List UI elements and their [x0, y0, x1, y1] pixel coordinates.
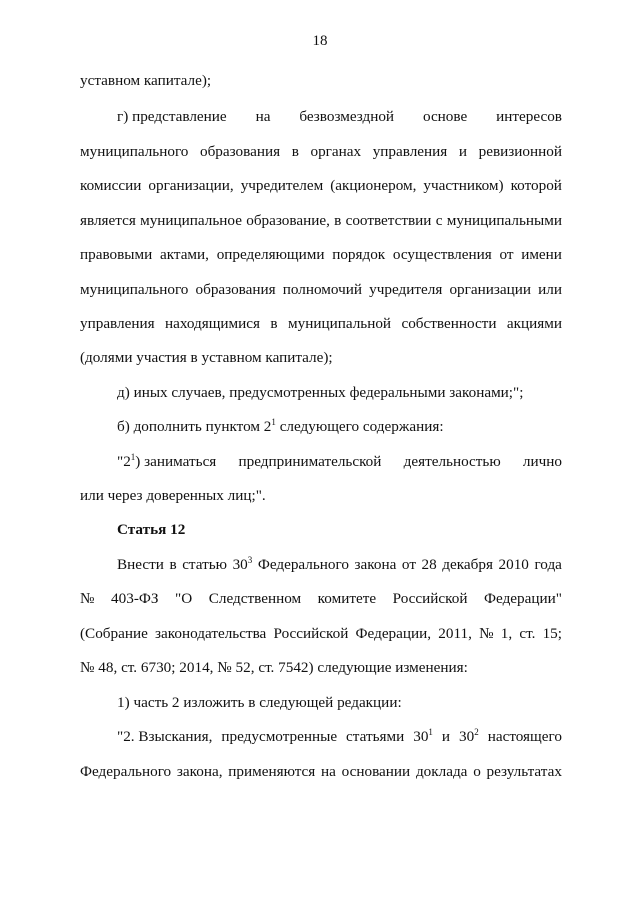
word: (акционером,: [330, 177, 417, 194]
text-line: [80, 143, 562, 161]
word: интересов: [496, 108, 562, 125]
superscript: 1: [428, 727, 433, 737]
text-fragment: следующего содержания:: [275, 418, 444, 435]
word: закона: [354, 556, 397, 573]
word: применяются: [228, 763, 316, 780]
word: участником): [423, 177, 504, 194]
text-fragment: 30: [459, 728, 475, 745]
word: актами,: [159, 246, 209, 263]
text-line: [117, 108, 562, 126]
text-line: [117, 556, 562, 574]
word: ревизионной: [478, 143, 562, 160]
word: на: [321, 763, 336, 780]
text-fragment: 30: [413, 728, 429, 745]
text-fragment: 30: [232, 556, 248, 573]
word: полномочий: [282, 281, 363, 298]
word: на: [255, 108, 271, 125]
word: правовыми: [80, 246, 153, 263]
word: ст.: [519, 625, 536, 642]
word: учредителя: [369, 281, 443, 298]
text-line: [80, 763, 562, 781]
word: в: [291, 143, 299, 160]
word: "О: [175, 590, 193, 607]
word: образование,: [246, 212, 330, 229]
word: Федерального: [80, 763, 172, 780]
word: или: [538, 281, 562, 298]
word: результатах: [486, 763, 562, 780]
word: учредителем: [240, 177, 324, 194]
word: муниципального: [80, 281, 189, 298]
article-heading: Статья 12: [117, 521, 186, 538]
word: "2. Взыскания,: [117, 728, 213, 745]
word: [117, 453, 216, 471]
word: и: [458, 143, 468, 160]
word: Российской: [392, 590, 468, 607]
word: предпринимательской: [238, 453, 382, 470]
word: декабря: [442, 556, 493, 573]
word: органах: [310, 143, 362, 160]
text-line: [80, 177, 562, 195]
text-line: 1) часть 2 изложить в следующей редакции:: [117, 694, 402, 711]
word: образования: [199, 143, 281, 160]
word: 28: [421, 556, 437, 573]
word: деятельностью: [403, 453, 501, 470]
word: комитете: [317, 590, 377, 607]
text-line: [80, 281, 562, 299]
word: в: [169, 556, 177, 573]
word: организации,: [148, 177, 234, 194]
word: управления: [372, 143, 448, 160]
word: осуществления: [392, 246, 492, 263]
word: и: [441, 728, 451, 745]
word: организации: [449, 281, 531, 298]
word: 15;: [542, 625, 562, 642]
word: №: [80, 590, 95, 607]
text-line: д) иных случаев, предусмотренных федеральными законами;";: [117, 384, 524, 401]
word: 2010: [498, 556, 529, 573]
text-line: [80, 212, 562, 230]
superscript: 2: [474, 727, 479, 737]
word: является: [80, 212, 136, 229]
word: от: [499, 246, 514, 263]
word: о: [473, 763, 481, 780]
word: в: [270, 315, 278, 332]
text-line: [80, 625, 562, 643]
word: Следственном: [208, 590, 302, 607]
word: Российской: [273, 625, 349, 642]
text-fragment: "2: [117, 453, 131, 470]
word: закона,: [176, 763, 223, 780]
word: муниципальное: [140, 212, 242, 229]
word: имени: [521, 246, 562, 263]
word: Федерации,: [355, 625, 432, 642]
text-line: [117, 728, 562, 746]
word: законодательства: [155, 625, 267, 642]
word: доклада: [415, 763, 468, 780]
text-line: [117, 418, 562, 436]
text-line: или через доверенных лиц;".: [80, 487, 266, 504]
word: управления: [80, 315, 155, 332]
text-line: [80, 315, 562, 333]
word: порядок: [332, 246, 386, 263]
text-line: (долями участия в уставном капитале);: [80, 349, 333, 366]
word: которой: [510, 177, 562, 194]
word: [413, 728, 433, 746]
word: Внести: [117, 556, 164, 573]
word: предусмотренные: [221, 728, 338, 745]
word: г) представление: [117, 108, 227, 125]
word: акциями: [506, 315, 562, 332]
word: образования: [195, 281, 276, 298]
word: [459, 728, 479, 746]
page-number: 18: [312, 33, 328, 49]
word: муниципального: [80, 143, 189, 160]
word: года: [534, 556, 562, 573]
word: 2011,: [438, 625, 472, 642]
text-line: [117, 453, 562, 471]
word: с: [435, 212, 443, 229]
word: Федерации": [484, 590, 562, 607]
text-line: [80, 590, 562, 608]
word: №: [479, 625, 494, 642]
word: муниципальной: [287, 315, 392, 332]
word: основе: [422, 108, 468, 125]
word: лично: [522, 453, 562, 470]
text-line: уставном капитале);: [80, 72, 212, 89]
word: 1,: [500, 625, 513, 642]
word: определяющими: [216, 246, 325, 263]
word: комиссии: [80, 177, 142, 194]
word: основании: [341, 763, 411, 780]
word: собственности: [401, 315, 497, 332]
superscript: 3: [247, 555, 253, 565]
superscript: 1: [271, 417, 276, 427]
word: статьями: [346, 728, 405, 745]
text-line: [80, 246, 562, 264]
word: муниципальными: [446, 212, 562, 229]
word: от: [401, 556, 416, 573]
text-fragment: ) заниматься: [135, 453, 217, 470]
word: соответствии: [345, 212, 432, 229]
word: в: [334, 212, 342, 229]
text-fragment: б) дополнить пунктом 2: [117, 418, 272, 435]
word: статью: [182, 556, 228, 573]
word: настоящего: [487, 728, 562, 745]
word: Федерального: [257, 556, 349, 573]
word: 403-ФЗ: [111, 590, 159, 607]
word: безвозмездной: [299, 108, 395, 125]
superscript: 1: [130, 452, 136, 462]
word: (Собрание: [80, 625, 148, 642]
text-line: № 48, ст. 6730; 2014, № 52, ст. 7542) следующие изменения:: [80, 659, 468, 676]
word: [233, 556, 253, 574]
word: находящимися: [164, 315, 261, 332]
